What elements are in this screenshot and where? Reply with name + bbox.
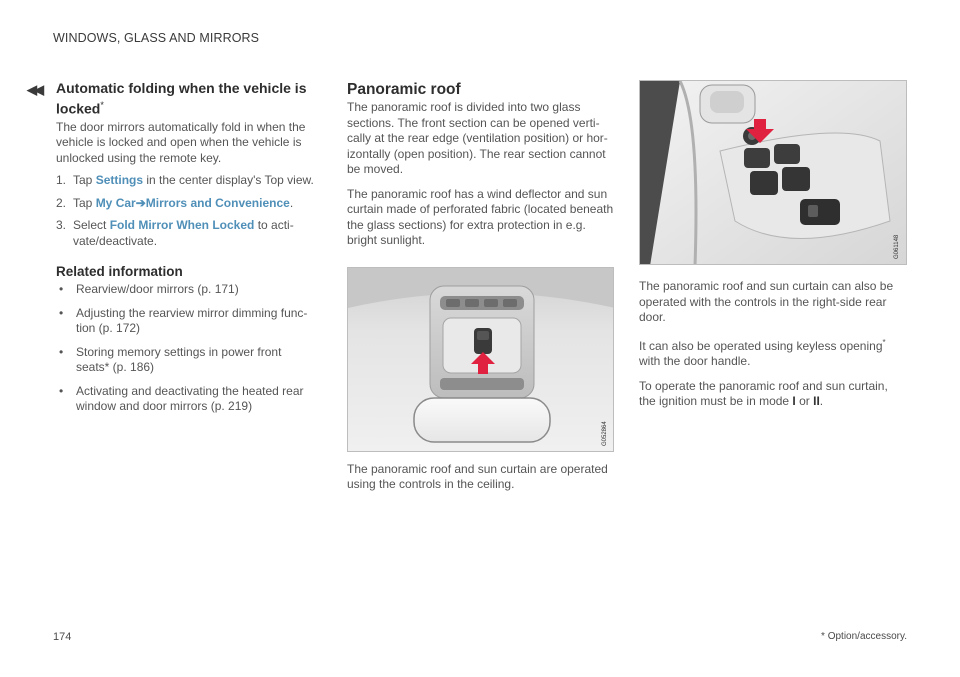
roof-paragraph-1: The panoramic roof is divided into two glass sections. The front section can be opened verti-cally at the rear edge (ventilation position) or hor-izontally (open position). The rear section cannot be moved. — [347, 100, 608, 176]
rear-door-paragraph: The panoramic roof and sun curtain can also be operated with the controls in the right-side rear door. — [639, 279, 894, 324]
related-information-heading: Related information — [56, 264, 183, 280]
figure-code: G061148 — [894, 234, 900, 259]
ceiling-controls-illustration — [347, 267, 614, 452]
footnote: * Option/accessory. — [821, 631, 907, 642]
figure-caption: The panoramic roof and sun curtain are operated using the controls in the ceiling. — [347, 461, 608, 491]
heading-automatic-folding: Automatic folding when the vehicle is locked* — [56, 80, 307, 117]
roof-paragraph-2: The panoramic roof has a wind deflector and sun curtain made of perforated fabric (located beneath the glass sections) for extra protection in e.g. bright sunlight. — [347, 186, 614, 247]
ui-label-settings: Settings — [95, 173, 144, 188]
heading-panoramic-roof: Panoramic roof — [347, 81, 461, 98]
related-link[interactable]: • Rearview/door mirrors (p. 171) — [59, 282, 239, 297]
related-link[interactable]: • Adjusting the rearview mirror dimming func-tion (p. 172) — [59, 305, 308, 336]
related-list — [56, 282, 316, 415]
option-asterisk: * — [882, 337, 886, 347]
ignition-paragraph: To operate the panoramic roof and sun curtain, the ignition must be in mode I or II. — [639, 378, 888, 408]
figure-code: G052864 — [602, 420, 608, 446]
section-title: WINDOWS, GLASS AND MIRRORS — [53, 31, 260, 45]
option-asterisk: * — [100, 100, 104, 110]
related-link[interactable]: • Storing memory settings in power front seats* (p. 186) — [59, 344, 282, 375]
steps-list — [56, 173, 316, 249]
ignition-mode-1: I — [792, 394, 796, 408]
step-item: 2. Tap My Car➔Mirrors and Convenience. — [56, 195, 294, 210]
keyless-paragraph: It can also be operated using keyless opening* with the door handle. — [639, 337, 886, 368]
column-rear-door-controls — [639, 80, 907, 410]
ceiling-console-drawing — [348, 268, 614, 452]
ui-label-my-car: My Car — [95, 195, 136, 210]
column-panoramic-roof — [347, 80, 614, 493]
step-item: 1. Tap Settings in the center display's Top view. — [56, 173, 314, 188]
ui-label-mirrors-convenience: Mirrors and Convenience — [145, 195, 290, 210]
column-mirror-folding — [56, 80, 316, 423]
continuation-marker-icon: ◀◀ — [27, 82, 41, 97]
arrow-right-icon: ➔ — [135, 195, 146, 210]
intro-paragraph: The door mirrors automatically fold in when the vehicle is locked and open when the vehicle is unlocked using the remote key. — [56, 119, 306, 165]
related-link[interactable]: • Activating and deactivating the heated rear window and door mirrors (p. 219) — [59, 383, 304, 414]
step-item: 3. Select Fold Mirror When Locked to acti-vate/deactivate. — [56, 218, 294, 248]
ui-label-fold-mirror: Fold Mirror When Locked — [109, 218, 255, 233]
door-panel-drawing — [640, 81, 907, 265]
page-number: 174 — [53, 631, 72, 643]
rear-door-controls-illustration — [639, 80, 907, 265]
ignition-mode-2: II — [813, 394, 820, 408]
